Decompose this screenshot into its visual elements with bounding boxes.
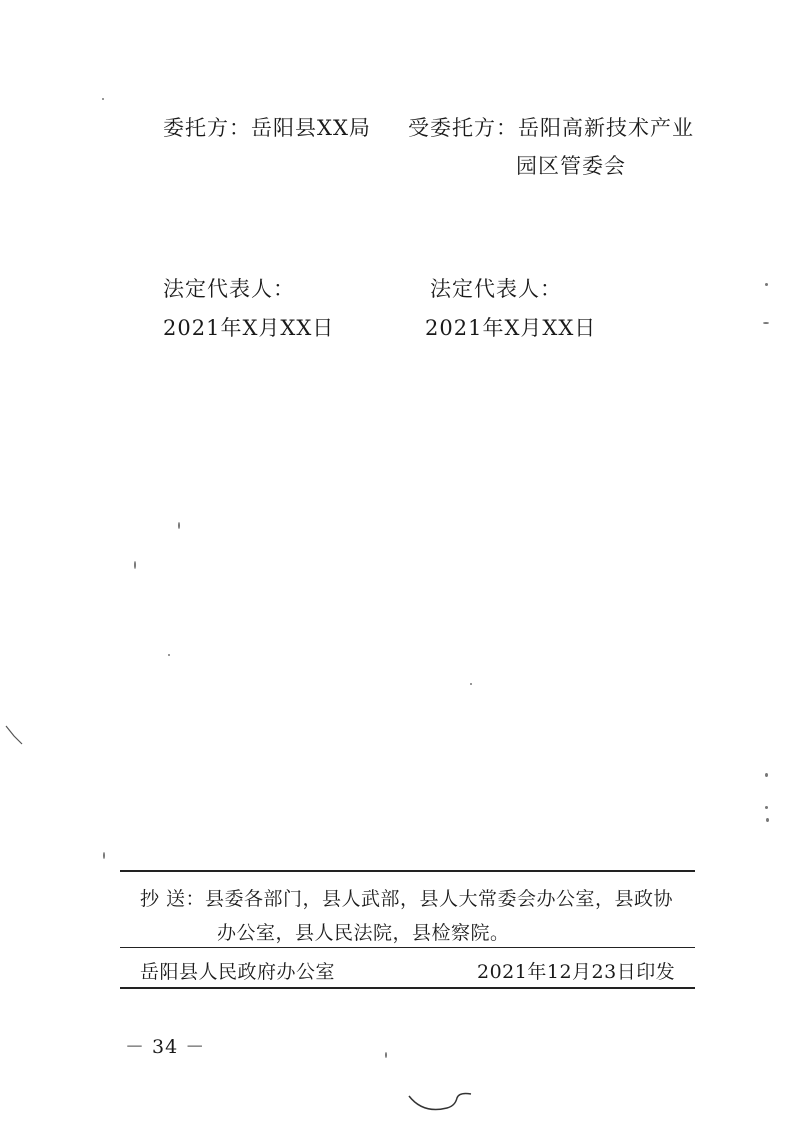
- scan-speck: [763, 322, 769, 324]
- scan-speck: [103, 852, 105, 859]
- scan-speck: [766, 818, 769, 822]
- party-b-date: 2021年X月XX日: [425, 316, 597, 340]
- scan-squiggle-mark: [405, 1090, 485, 1122]
- scan-speck: [765, 283, 768, 286]
- party-a-label: 委托方：岳阳县XX局: [163, 116, 371, 140]
- scan-edge-mark: [0, 720, 40, 760]
- scan-speck: [178, 522, 180, 529]
- page-number: － 34 －: [125, 1036, 206, 1058]
- footer-bottom-rule: [120, 987, 695, 989]
- issuer-name: 岳阳县人民政府办公室: [140, 961, 336, 983]
- issue-date: 2021年12月23日印发: [477, 961, 676, 983]
- scan-speck: [765, 806, 768, 809]
- party-b-representative: 法定代表人：: [430, 277, 562, 301]
- scan-speck: [765, 773, 768, 777]
- scan-speck: [168, 654, 170, 656]
- footer-middle-rule: [120, 947, 695, 948]
- footer-top-rule: [120, 870, 695, 872]
- scan-speck: [102, 98, 104, 100]
- party-a-representative: 法定代表人：: [163, 277, 295, 301]
- party-a-date: 2021年X月XX日: [163, 316, 335, 340]
- party-b-label-line2: 园区管委会: [516, 154, 626, 178]
- scan-speck: [134, 561, 136, 569]
- scan-speck: [470, 683, 472, 685]
- cc-line-2: 办公室，县人民法院，县检察院。: [217, 922, 510, 944]
- party-b-label-line1: 受委托方：岳阳高新技术产业: [408, 116, 694, 140]
- scan-speck: [385, 1052, 387, 1058]
- cc-line-1: 抄 送：县委各部门，县人武部，县人大常委会办公室，县政协: [140, 888, 674, 910]
